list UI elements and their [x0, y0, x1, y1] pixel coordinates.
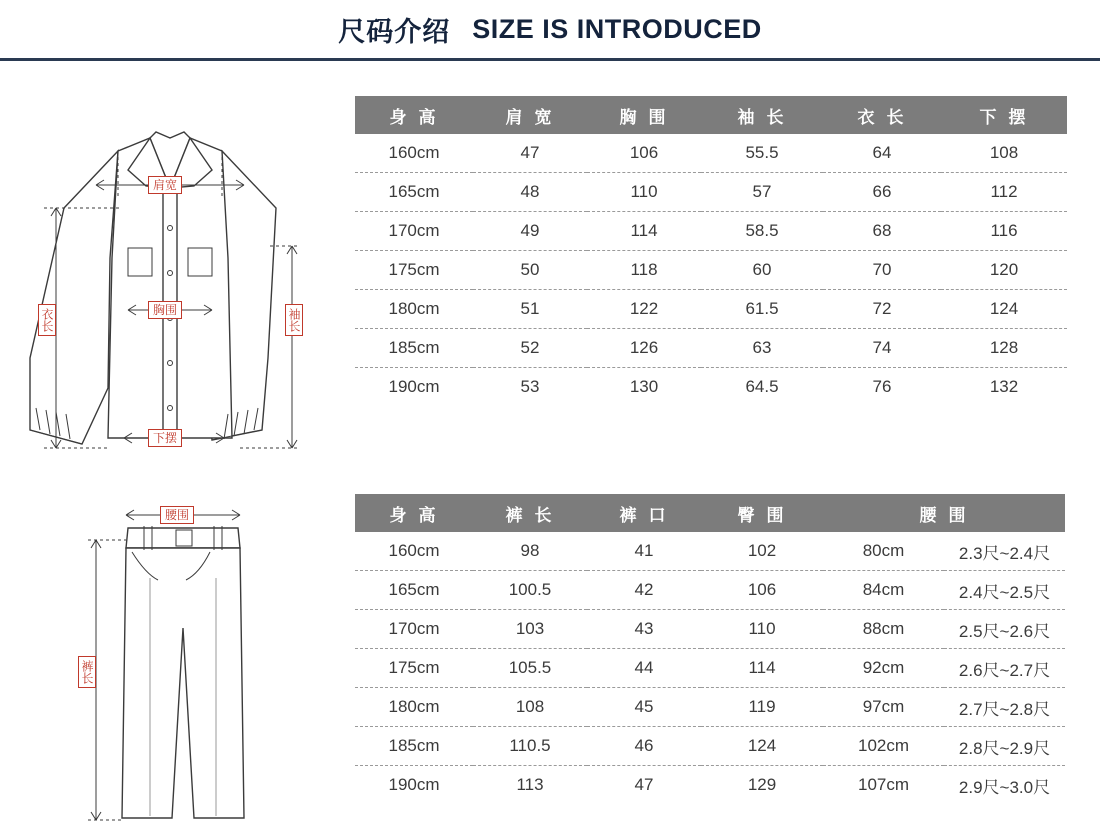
cell-chest: 122 — [587, 290, 701, 329]
col-header-shoulder: 肩 宽 — [473, 96, 587, 134]
table-row — [355, 727, 1065, 766]
cell-height: 160cm — [355, 134, 473, 173]
cell-height: 175cm — [355, 251, 473, 290]
cell-leg-opening: 43 — [587, 610, 701, 649]
cell-height: 180cm — [355, 290, 473, 329]
cell-hem: 112 — [941, 173, 1067, 212]
cell-waist-cm: 97cm — [823, 688, 944, 727]
col-header-hip: 臀 围 — [701, 494, 823, 532]
cell-sleeve: 63 — [701, 329, 823, 368]
table-row — [355, 212, 1067, 251]
cell-leg-opening: 42 — [587, 571, 701, 610]
page-title-en: SIZE IS INTRODUCED — [472, 13, 762, 44]
cell-chest: 130 — [629, 377, 659, 396]
cell-chest: 118 — [587, 251, 701, 290]
shirt-illustration — [0, 58, 340, 458]
cell-waist-cm: 88cm — [823, 610, 944, 649]
table-row — [355, 610, 1065, 649]
cell-waist-chi: 2.4尺~2.5尺 — [944, 571, 1065, 610]
cell-shoulder: 53 — [520, 377, 540, 396]
cell-chest: 106 — [587, 134, 701, 173]
cell-height: 180cm — [355, 688, 473, 727]
col-header-height: 身 高 — [355, 96, 473, 134]
col-header-waist: 腰 围 — [823, 494, 1065, 532]
cell-height: 170cm — [355, 212, 473, 251]
cell-hem: 128 — [941, 329, 1067, 368]
cell-hip: 124 — [701, 727, 823, 766]
cell-hip: 114 — [701, 649, 823, 688]
cell-shoulder: 49 — [473, 212, 587, 251]
cell-hip: 119 — [701, 688, 823, 727]
cell-length: 66 — [823, 173, 941, 212]
table-row — [355, 688, 1065, 727]
cell-height: 190cm — [388, 775, 440, 794]
cell-hem: 108 — [941, 134, 1067, 173]
cell-length: 64 — [823, 134, 941, 173]
cell-length: 68 — [823, 212, 941, 251]
cell-waist-cm: 92cm — [823, 649, 944, 688]
pants-size-table — [355, 494, 1065, 804]
cell-pants-length: 105.5 — [473, 649, 587, 688]
label-waist: 腰围 — [160, 506, 194, 524]
pants-size-table-container — [355, 494, 1055, 804]
cell-chest: 126 — [587, 329, 701, 368]
cell-sleeve: 60 — [701, 251, 823, 290]
cell-waist-chi: 2.8尺~2.9尺 — [944, 727, 1065, 766]
cell-height: 185cm — [355, 727, 473, 766]
jacket-size-table-container — [355, 96, 1055, 406]
cell-height: 170cm — [355, 610, 473, 649]
label-hem: 下摆 — [148, 429, 182, 447]
cell-height: 160cm — [355, 532, 473, 571]
cell-pants-length: 100.5 — [473, 571, 587, 610]
label-pants-length: 裤长 — [78, 656, 96, 688]
col-header-pants-length: 裤 长 — [473, 494, 587, 532]
cell-pants-length: 110.5 — [473, 727, 587, 766]
table-row — [355, 766, 1065, 805]
col-header-leg-opening: 裤 口 — [587, 494, 701, 532]
cell-height: 185cm — [355, 329, 473, 368]
cell-pants-length: 113 — [516, 775, 544, 794]
jacket-size-table — [355, 96, 1067, 406]
table-row — [355, 368, 1067, 407]
cell-hip: 106 — [701, 571, 823, 610]
table-row — [355, 251, 1067, 290]
cell-shoulder: 50 — [473, 251, 587, 290]
cell-hem: 132 — [989, 377, 1019, 396]
cell-hip: 102 — [701, 532, 823, 571]
cell-hip: 110 — [701, 610, 823, 649]
cell-height: 165cm — [355, 173, 473, 212]
cell-leg-opening: 46 — [587, 727, 701, 766]
cell-sleeve: 64.5 — [745, 377, 779, 396]
cell-hem: 116 — [941, 212, 1067, 251]
cell-hem: 124 — [941, 290, 1067, 329]
page-title-cn: 尺码介绍 — [338, 16, 451, 48]
cell-waist-chi: 2.5尺~2.6尺 — [944, 610, 1065, 649]
label-shoulder-width: 肩宽 — [148, 176, 182, 194]
table-header-row — [355, 96, 1067, 134]
cell-sleeve: 55.5 — [701, 134, 823, 173]
table-row — [355, 571, 1065, 610]
cell-leg-opening: 44 — [587, 649, 701, 688]
cell-waist-cm: 84cm — [823, 571, 944, 610]
cell-hem: 120 — [941, 251, 1067, 290]
label-chest: 胸围 — [148, 301, 182, 319]
cell-length: 74 — [823, 329, 941, 368]
cell-pants-length: 108 — [473, 688, 587, 727]
cell-shoulder: 51 — [473, 290, 587, 329]
cell-waist-chi: 2.3尺~2.4尺 — [944, 532, 1065, 571]
table-row — [355, 290, 1067, 329]
table-row — [355, 532, 1065, 571]
cell-sleeve: 58.5 — [701, 212, 823, 251]
col-header-length: 衣 长 — [823, 96, 941, 134]
table-header-row — [355, 494, 1065, 532]
cell-height: 190cm — [388, 377, 440, 396]
cell-length: 76 — [872, 377, 892, 396]
cell-waist-cm: 102cm — [823, 727, 944, 766]
cell-shoulder: 48 — [473, 173, 587, 212]
table-row — [355, 134, 1067, 173]
table-row — [355, 649, 1065, 688]
cell-chest: 110 — [587, 173, 701, 212]
cell-leg-opening: 47 — [634, 775, 654, 794]
cell-pants-length: 103 — [473, 610, 587, 649]
cell-shoulder: 52 — [473, 329, 587, 368]
cell-sleeve: 61.5 — [701, 290, 823, 329]
cell-sleeve: 57 — [701, 173, 823, 212]
cell-height: 175cm — [355, 649, 473, 688]
cell-length: 72 — [823, 290, 941, 329]
cell-chest: 114 — [587, 212, 701, 251]
cell-length: 70 — [823, 251, 941, 290]
cell-hip: 129 — [747, 775, 777, 794]
table-row — [355, 329, 1067, 368]
col-header-height: 身 高 — [355, 494, 473, 532]
cell-waist-chi: 2.6尺~2.7尺 — [944, 649, 1065, 688]
cell-waist-cm: 80cm — [823, 532, 944, 571]
cell-waist-chi: 2.9尺~3.0尺 — [958, 777, 1051, 797]
col-header-chest: 胸 围 — [587, 96, 701, 134]
col-header-sleeve: 袖 长 — [701, 96, 823, 134]
jacket-section — [0, 58, 340, 458]
label-sleeve-length: 袖长 — [285, 304, 303, 336]
cell-pants-length: 98 — [473, 532, 587, 571]
cell-shoulder: 47 — [473, 134, 587, 173]
col-header-hem: 下 摆 — [941, 96, 1067, 134]
cell-waist-chi: 2.7尺~2.8尺 — [944, 688, 1065, 727]
cell-leg-opening: 41 — [587, 532, 701, 571]
pants-section — [0, 468, 340, 837]
cell-waist-cm: 107cm — [857, 775, 910, 794]
table-row — [355, 173, 1067, 212]
cell-height: 165cm — [355, 571, 473, 610]
page-header — [0, 0, 1100, 61]
cell-leg-opening: 45 — [587, 688, 701, 727]
label-garment-length: 衣长 — [38, 304, 56, 336]
